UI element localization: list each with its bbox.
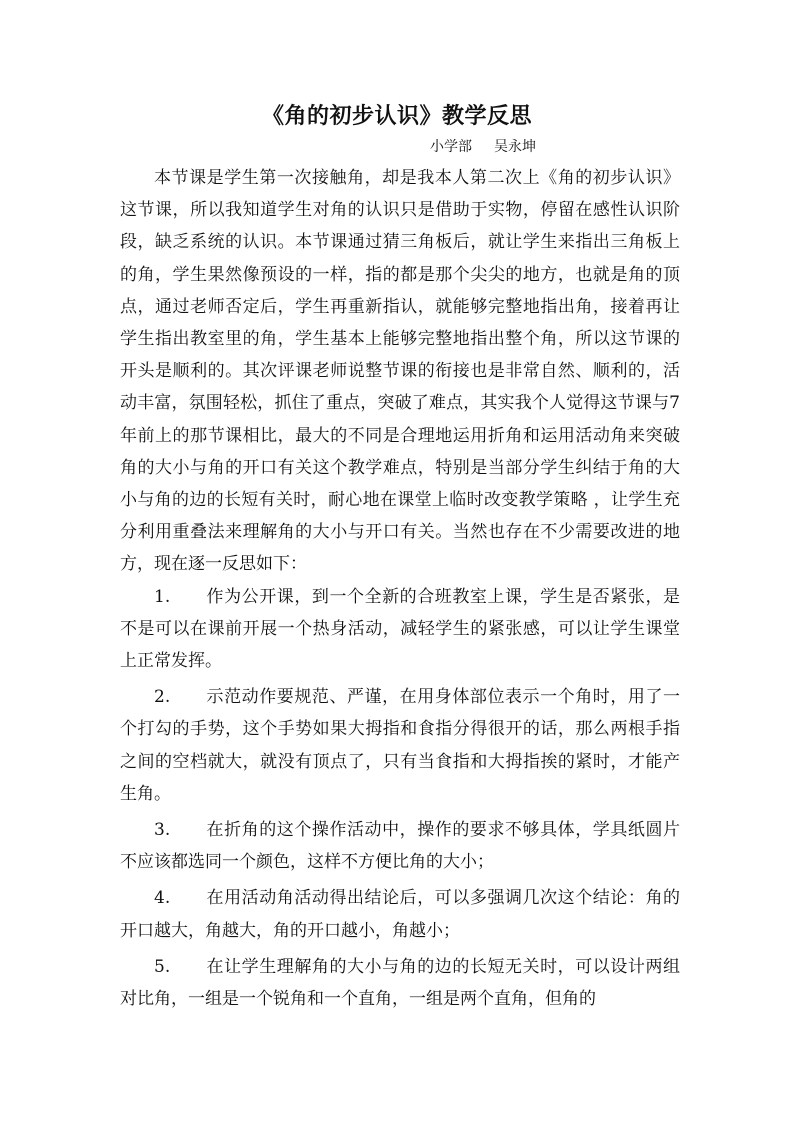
reflection-item-4 — [120, 882, 680, 946]
reflection-item-5 — [120, 951, 680, 1015]
reflection-item-2 — [120, 681, 680, 810]
reflection-item-3 — [120, 814, 680, 878]
item-number: 4. — [154, 888, 171, 909]
byline — [430, 136, 536, 158]
item-text: 作为公开课，到一个全新的合班教室上课，学生是否紧张，是不是可以在课前开展一个热身活动，减轻学生的紧张感，可以让学生课堂上正常发挥。 — [120, 586, 680, 672]
item-number: 2. — [154, 687, 171, 708]
item-text: 示范动作要规范、严谨，在用身体部位表示一个角时，用了一个打勾的手势，这个手势如果大拇指和食指分得很开的话，那么两根手指之间的空档就大，就没有顶点了，只有当食指和大拇指挨的紧时，才能产生角。 — [120, 687, 680, 804]
document-body — [120, 162, 680, 1015]
department-label: 小学部 — [430, 139, 472, 155]
author-name: 吴永坤 — [494, 139, 536, 155]
item-text: 在折角的这个操作活动中，操作的要求不够具体，学具纸圆片不应该都选同一个颜色，这样不方便比角的大小； — [120, 820, 680, 873]
intro-paragraph: 本节课是学生第一次接触角，却是我本人第二次上《角的初步认识》这节课，所以我知道学生对角的认识只是借助于实物，停留在感性认识阶段，缺乏系统的认识。本节课通过猜三角板后，就让学生来指出三角板上的角，学生果然像预设的一样，指的都是那个尖尖的地方，也就是角的顶点，通过老师否定后，学生再重新指认，就能够完整地指出角，接着再让学生指出教室里的角，学生基本上能够完整地指出整个角，所以这节课的开头是顺利的。其次评课老师说整节课的衔接也是非常自然、顺利的，活动丰富，氛围轻松，抓住了重点，突破了难点，其实我个人觉得这节课与7年前上的那节课相比，最大的不同是合理地运用折角和运用活动角来突破角的大小与角的开口有关这个教学难点，特别是当部分学生纠结于角的大小与角的边的长短有关时，耐心地在课堂上临时改变教学策略 ，让学生充分利用重叠法来理解角的大小与开口有关。当然也存在不少需要改进的地方，现在逐一反思如下： — [120, 168, 680, 575]
item-text: 在用活动角活动得出结论后，可以多强调几次这个结论：角的开口越大，角越大，角的开口越小，角越小； — [120, 888, 680, 941]
reflection-item-1 — [120, 581, 680, 678]
page-title: 《角的初步认识》教学反思 — [261, 103, 532, 129]
item-text: 在让学生理解角的大小与角的边的长短无关时，可以设计两组对比角，一组是一个锐角和一个直角，一组是两个直角，但角的 — [120, 956, 680, 1010]
item-number: 5. — [154, 956, 171, 977]
item-number: 3. — [154, 820, 171, 841]
item-number: 1. — [154, 586, 171, 607]
